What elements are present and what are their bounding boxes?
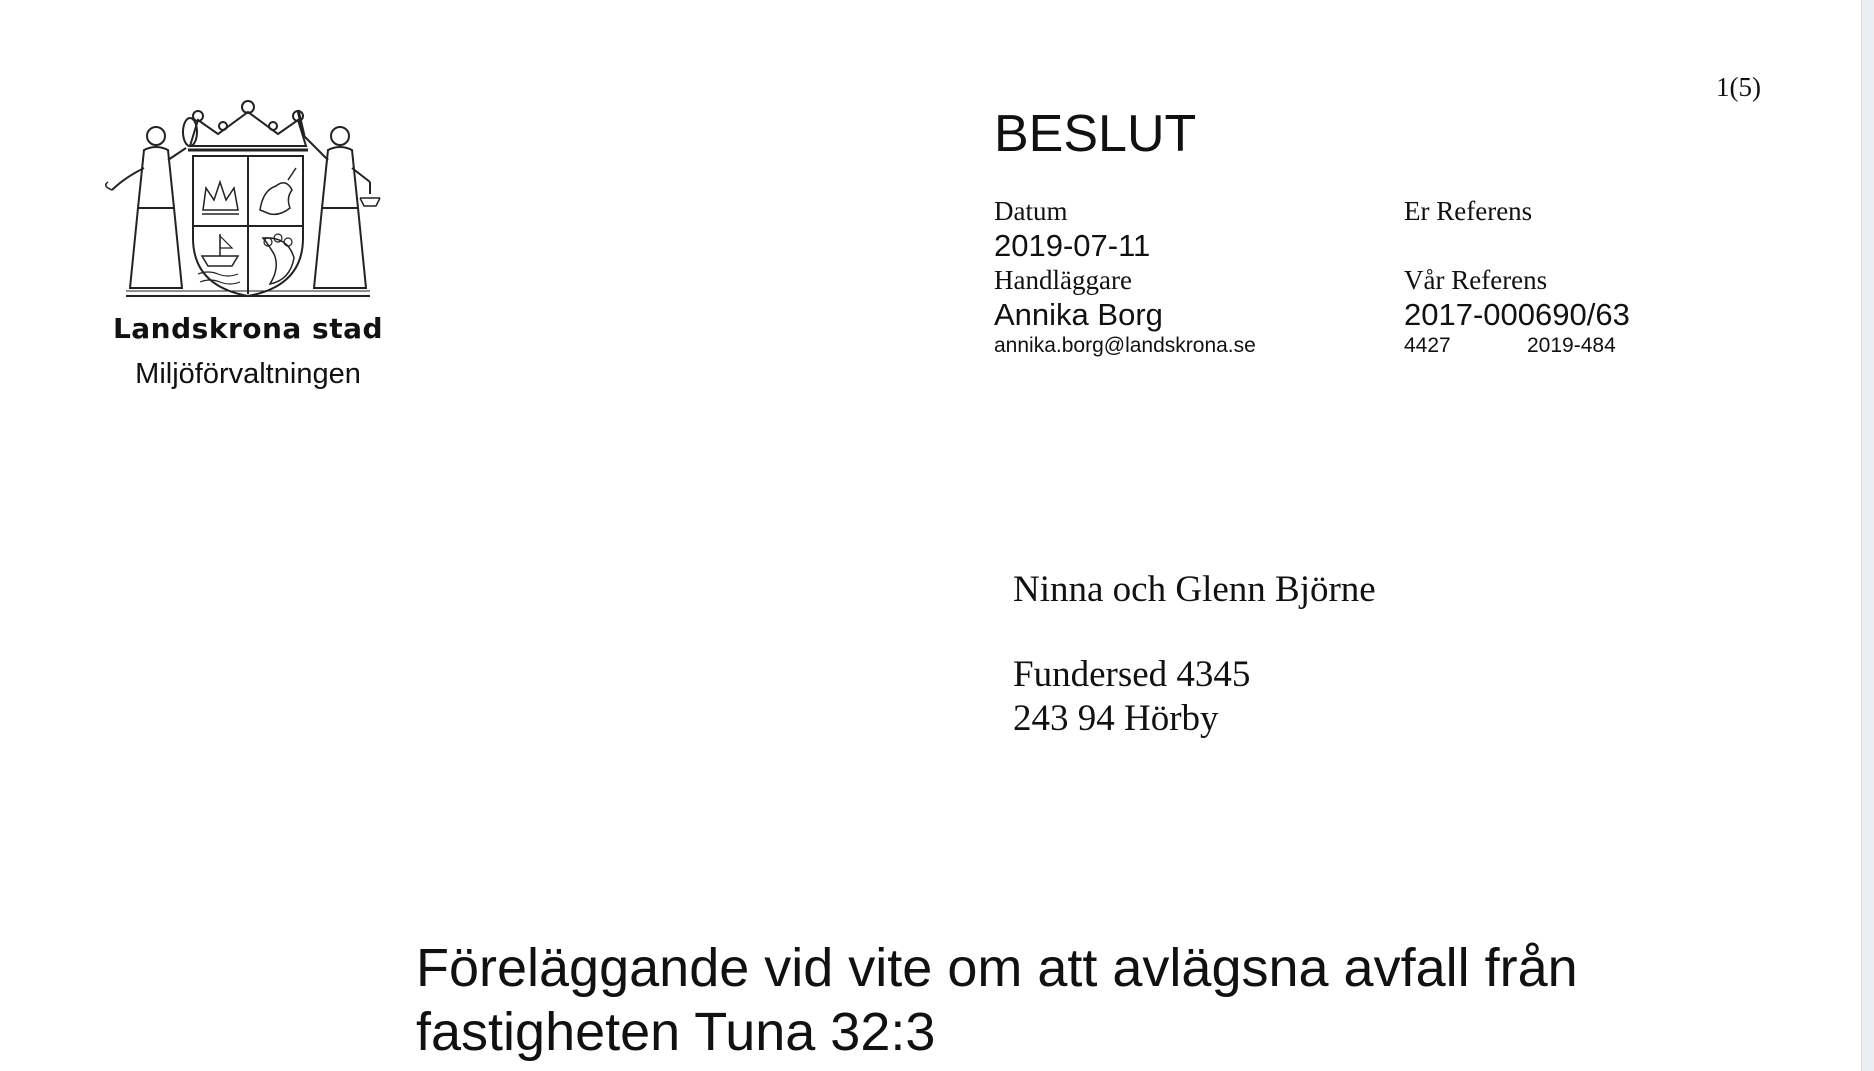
their-reference-label: Er Referens — [1404, 196, 1533, 226]
recipient-postal: 243 94 Hörby — [1013, 698, 1219, 739]
reference-code-2: 2019-484 — [1527, 334, 1616, 357]
handler-name: Annika Borg — [994, 297, 1163, 332]
subject-line-1: Föreläggande vid vite om att avlägsna avfall från — [416, 938, 1578, 998]
date-label: Datum — [994, 196, 1068, 226]
document-type: BESLUT — [994, 105, 1197, 163]
recipient-name: Ninna och Glenn Björne — [1013, 569, 1376, 610]
subject-line-2: fastigheten Tuna 32:3 — [416, 1002, 936, 1062]
org-name: Landskrona stad — [112, 312, 384, 345]
reference-code-1: 4427 — [1404, 334, 1451, 357]
department-name: Miljöförvaltningen — [135, 358, 361, 390]
recipient-street: Fundersed 4345 — [1013, 654, 1251, 695]
page-edge — [1861, 0, 1874, 1071]
page-number: 1(5) — [1716, 72, 1761, 102]
landskrona-coat-of-arms-icon — [98, 98, 398, 318]
handler-label: Handläggare — [994, 265, 1132, 295]
handler-email: annika.borg@landskrona.se — [994, 334, 1256, 357]
document-subject — [416, 936, 1716, 1064]
our-reference-value: 2017-000690/63 — [1404, 297, 1630, 332]
our-reference-label: Vår Referens — [1404, 265, 1548, 295]
date-value: 2019-07-11 — [994, 228, 1151, 263]
